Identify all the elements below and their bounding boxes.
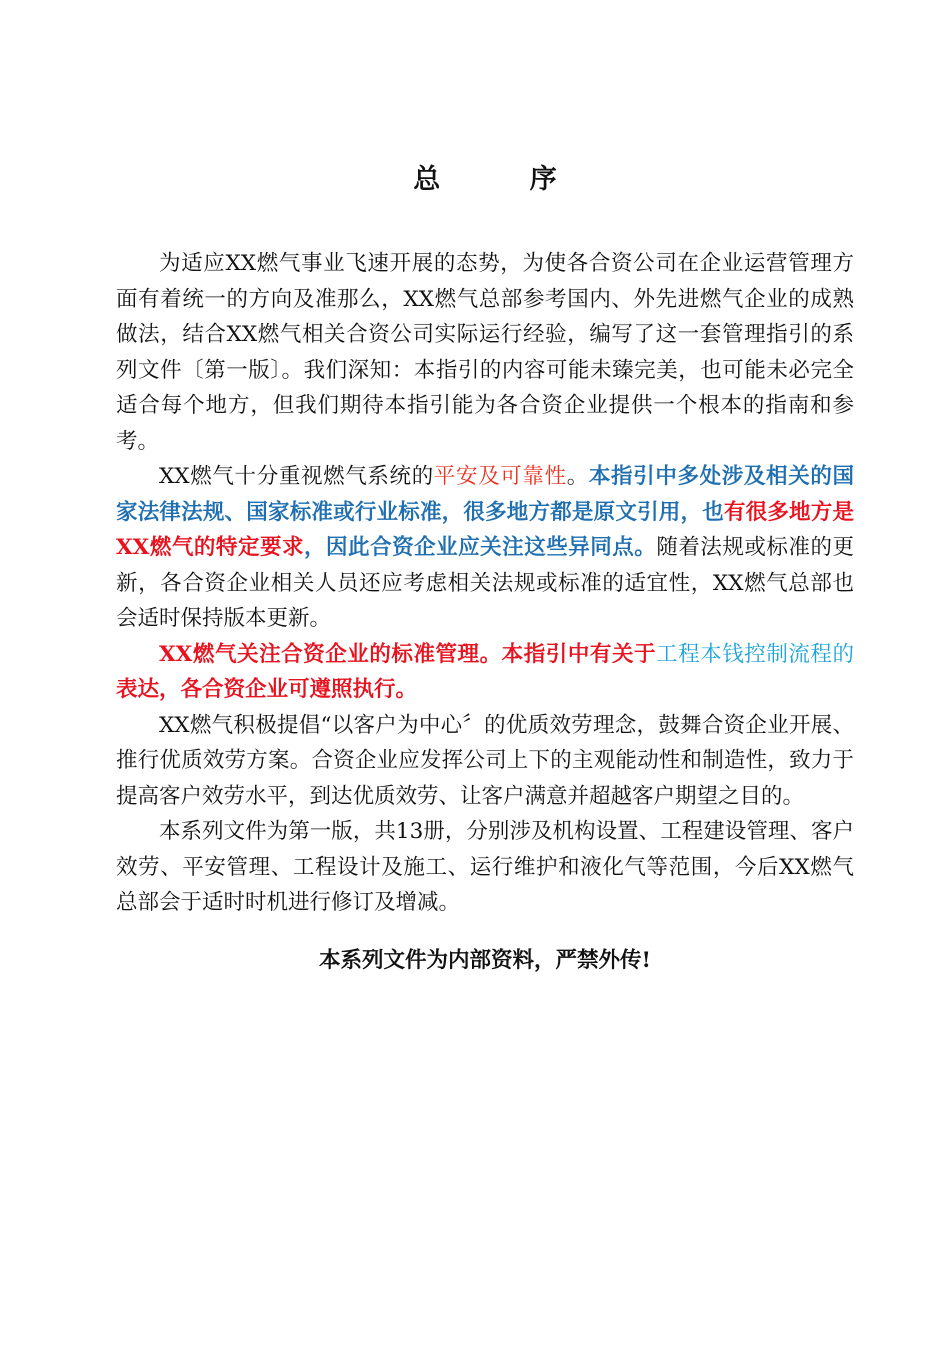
p2-text-2: 。: [566, 464, 589, 489]
paragraph-3: [116, 637, 854, 708]
paragraph-5: 本系列文件为第一版，共13册，分别涉及机构设置、工程建设管理、客户效劳、平安管理、工程设计及施工、运行维护和液化气等范围，今后XX燃气总部会于适时时机进行修订及增减。: [116, 819, 854, 915]
p3-highlight-cost-control: 工程本钱控制流程的: [656, 641, 854, 667]
p3-highlight-execution: 表达，各合资企业可遵照执行。: [116, 677, 418, 702]
p2-text-1: XX燃气十分重视燃气系统的: [159, 464, 434, 489]
p2-text-3: 随着法规或标准的更新，各合资企业相关人员还应考虑相关法规或标准的适宜性，XX燃气总部也会适时保持版本更新。: [116, 535, 854, 631]
p2-highlight-differences: ，因此合资企业应关注这些异同点。: [304, 535, 657, 560]
preface-body: [116, 246, 854, 978]
page-title: 总 序: [413, 164, 597, 195]
p2-highlight-safety: 平安及可靠性: [433, 464, 567, 489]
paragraph-2: [116, 459, 854, 637]
p2-highlight-standards: 本指引中多处涉及相关的国家法律法规、国家标准或行业标准，很多地方都是原文引用，也: [116, 464, 854, 525]
confidential-notice: 本系列文件为内部资料，严禁外传!: [319, 947, 651, 973]
p3-highlight-management: XX燃气关注合资企业的标准管理。本指引中有关于: [159, 641, 657, 667]
paragraph-4: XX燃气积极提倡“以客户为中心〞的优质效劳理念，鼓舞合资企业开展、推行优质效劳方案。合资企业应发挥公司上下的主观能动性和制造性，致力于提高客户效劳水平，到达优质效劳、让客户满意并超越客户期望之目的。: [116, 712, 854, 809]
p2-highlight-requirements: 有很多地方是XX燃气的特定要求: [116, 499, 854, 560]
paragraph-1: 为适应XX燃气事业飞速开展的态势，为使各合资公司在企业运营管理方面有着统一的方向及准那么，XX燃气总部参考国内、外先进燃气企业的成熟做法，结合XX燃气相关合资公司实际运行经验，编写了这一套管理指引的系列文件〔第一版〕。我们深知：本指引的内容可能未臻完美，也可能未必完全适合每个地方，但我们期待本指引能为各合资企业提供一个根本的指南和参考。: [116, 251, 854, 454]
